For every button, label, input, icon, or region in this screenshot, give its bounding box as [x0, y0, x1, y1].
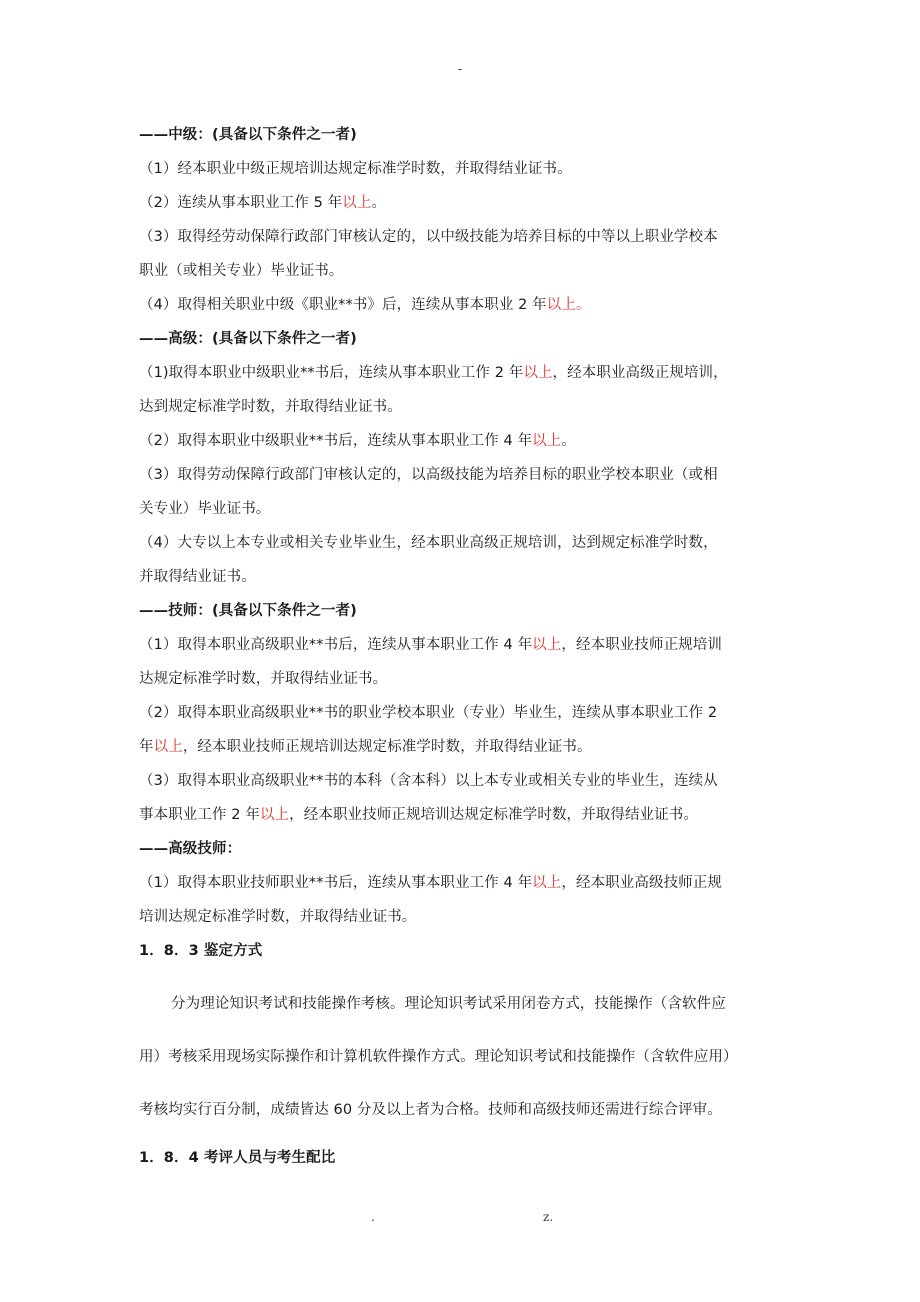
highlight-text: 以上。	[546, 297, 591, 313]
requirement-line	[139, 390, 789, 424]
footer-left-mark: .	[371, 1210, 375, 1224]
line-text: 年	[139, 739, 154, 755]
line-text: （3）取得劳动保障行政部门审核认定的，以高级技能为培养目标的职业学校本职业（或相	[139, 467, 718, 483]
line-text: （3）取得经劳动保障行政部门审核认定的，以中级技能为培养目标的中等以上职业学校本	[139, 229, 718, 245]
requirement-line	[139, 662, 789, 696]
level-heading	[139, 594, 789, 628]
line-text: （4）取得相关职业中级《职业**书》后，连续从事本职业 2 年	[139, 297, 547, 313]
line-text: ，经本职业高级正规培训，	[552, 365, 728, 381]
requirement-line	[139, 900, 789, 934]
line-text: （1）取得本职业高级职业**书后，连续从事本职业工作 4 年	[139, 637, 533, 653]
requirements-list	[139, 118, 789, 934]
highlight-text: 以上	[523, 365, 553, 381]
line-text: ——中级：(具备以下条件之一者)	[139, 127, 357, 143]
requirement-line	[139, 866, 789, 900]
line-text: 达规定标准学时数，并取得结业证书。	[139, 671, 388, 687]
footer-right-mark: z.	[543, 1210, 554, 1224]
line-text: ——高级技师：	[139, 841, 242, 857]
requirement-line	[139, 424, 789, 458]
requirement-line	[139, 492, 789, 526]
line-text: 职业（或相关专业）毕业证书。	[139, 263, 344, 279]
highlight-text: 以上	[532, 433, 562, 449]
line-text: （2）取得本职业中级职业**书后，连续从事本职业工作 4 年	[139, 433, 533, 449]
line-text: 培训达规定标准学时数，并取得结业证书。	[139, 909, 417, 925]
line-text: （2）连续从事本职业工作 5 年	[139, 195, 343, 211]
highlight-text: 以上	[342, 195, 372, 211]
level-heading	[139, 832, 789, 866]
line-text: 并取得结业证书。	[139, 569, 256, 585]
line-text: （1)取得本职业中级职业**书后，连续从事本职业工作 2 年	[139, 365, 524, 381]
requirement-line	[139, 254, 789, 288]
highlight-text: 以上	[153, 739, 183, 755]
line-text: （4）大专以上本专业或相关专业毕业生，经本职业高级正规培训，达到规定标准学时数，	[139, 535, 718, 551]
line-text: 达到规定标准学时数，并取得结业证书。	[139, 399, 402, 415]
requirement-line	[139, 220, 789, 254]
requirement-line	[139, 288, 789, 322]
requirement-line	[139, 560, 789, 594]
section-body-line: 用）考核采用现场实际操作和计算机软件操作方式。理论知识考试和技能操作（含软件应用）	[139, 1049, 738, 1065]
level-heading	[139, 118, 789, 152]
line-text: 。	[371, 195, 387, 211]
requirement-line	[139, 458, 789, 492]
requirement-line	[139, 764, 789, 798]
line-text: 关专业）毕业证书。	[139, 501, 271, 517]
highlight-text: 以上	[259, 807, 290, 823]
line-text: 。	[561, 433, 576, 449]
requirement-line	[139, 152, 789, 186]
line-text: ——技师：(具备以下条件之一者)	[139, 603, 357, 619]
requirement-line	[139, 730, 789, 764]
line-text: ，经本职业技师正规培训	[561, 637, 722, 653]
line-text: （3）取得本职业高级职业**书的本科（含本科）以上本专业或相关专业的毕业生，连续从	[139, 773, 718, 789]
requirement-line	[139, 798, 789, 832]
section-title-1-8-3: 1．8．3 鉴定方式	[139, 943, 263, 959]
line-text: 事本职业工作 2 年	[139, 807, 260, 823]
requirement-line	[139, 526, 789, 560]
document-content	[139, 118, 789, 1175]
line-text: （1）经本职业中级正规培训达规定标准学时数，并取得结业证书。	[139, 161, 572, 177]
section-title-1-8-4: 1．8．4 考评人员与考生配比	[139, 1150, 336, 1166]
line-text: （1）取得本职业技师职业**书后，连续从事本职业工作 4 年	[139, 875, 533, 891]
line-text: ，经本职业技师正规培训达规定标准学时数，并取得结业证书。	[182, 739, 592, 755]
highlight-text: 以上	[532, 875, 562, 891]
line-text: ——高级：(具备以下条件之一者)	[139, 331, 357, 347]
requirement-line	[139, 186, 789, 220]
line-text: ，经本职业高级技师正规	[561, 875, 722, 891]
line-text: （2）取得本职业高级职业**书的职业学校本职业（专业）毕业生，连续从事本职业工作 2	[139, 705, 718, 721]
header-mark: -	[457, 62, 463, 76]
highlight-text: 以上	[532, 637, 562, 653]
section-body-line: 考核均实行百分制，成绩皆达 60 分及以上者为合格。技师和高级技师还需进行综合评审。	[139, 1102, 722, 1118]
requirement-line	[139, 356, 789, 390]
level-heading	[139, 322, 789, 356]
requirement-line	[139, 696, 789, 730]
line-text: ，经本职业技师正规培训达规定标准学时数，并取得结业证书。	[289, 807, 698, 823]
requirement-line	[139, 628, 789, 662]
section-body-line: 分为理论知识考试和技能操作考核。理论知识考试采用闭卷方式，技能操作（含软件应	[171, 996, 726, 1012]
